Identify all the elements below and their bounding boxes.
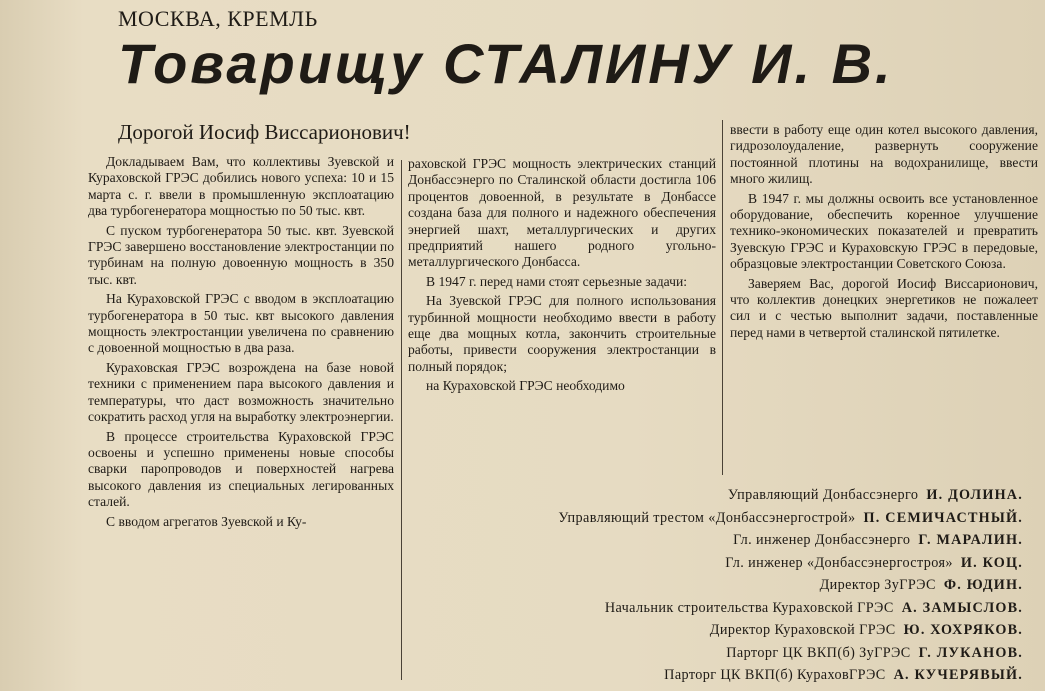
signatory-name: И. КОЦ. bbox=[960, 554, 1023, 571]
signature-line bbox=[403, 552, 1023, 575]
paragraph: С пуском турбогенератора 50 тыс. квт. Зуевской ГРЭС завершено восстановление электростанции по турбинам на полную довоенную мощность в 350 тыс. квт. bbox=[88, 222, 394, 287]
signatory-name: П. СЕМИЧАСТНЫЙ. bbox=[863, 509, 1023, 526]
signatory-name: А. ЗАМЫСЛОВ. bbox=[901, 599, 1023, 616]
signature-line bbox=[403, 597, 1023, 620]
paragraph: С вводом агрегатов Зуевской и Ку- bbox=[106, 513, 307, 529]
signature-line bbox=[403, 642, 1023, 665]
salutation: Дорогой Иосиф Виссарионович! bbox=[118, 120, 411, 144]
letter-column-2 bbox=[408, 156, 716, 395]
signature-block bbox=[403, 484, 1023, 687]
paragraph: В 1947 г. перед нами стоят серьезные задачи: bbox=[426, 273, 688, 289]
paragraph: раховской ГРЭС мощность электрических станций Донбассэнерго по Сталинской области достигла 106 процентов довоенной, в результате в Донбассе создана база для полного и надежного обеспечения энергией шахт, металлургических и других предприятий нашего родного угольно-металлургического Донбасса. bbox=[408, 156, 716, 270]
column-divider bbox=[401, 160, 402, 680]
signatory-name: А. КУЧЕРЯВЫЙ. bbox=[893, 667, 1023, 683]
signatory-title: Парторг ЦК ВКП(б) КураховГРЭС bbox=[664, 667, 886, 683]
signatory-title: Директор Кураховской ГРЭС bbox=[709, 622, 896, 638]
paragraph: ввести в работу еще один котел высокого давления, гидрозолоудаление, развернуть сооружение постоянной плотины на водохранилище, ввести много жилищ. bbox=[730, 122, 1038, 187]
signature-line bbox=[403, 484, 1023, 507]
letter-column-3 bbox=[730, 122, 1038, 341]
signatory-name: Ф. ЮДИН. bbox=[943, 577, 1023, 593]
paragraph: Заверяем Вас, дорогой Иосиф Виссарионович, что коллектив донецких энергетиков не пожалеет сил и с честью выполнит задачи, поставленные перед нами в четвертой сталинской пятилетке. bbox=[730, 275, 1038, 340]
signature-line bbox=[403, 574, 1023, 597]
signatory-name: И. ДОЛИНА. bbox=[926, 487, 1023, 503]
paragraph: В процессе строительства Кураховской ГРЭС освоены и успешно применены новые способы сварки паропроводов и поверхностей нагрева высокого давления из специальных легированных сталей. bbox=[88, 428, 394, 510]
signatory-title: Директор ЗуГРЭС bbox=[819, 577, 936, 593]
dateline: МОСКВА, КРЕМЛЬ bbox=[118, 6, 318, 31]
letter-column-1 bbox=[88, 154, 394, 530]
paragraph: На Кураховской ГРЭС с вводом в эксплоатацию турбогенератора в 50 тыс. квт высокого давления мощность электростанции увеличена по сравнению с довоенной мощностью в два раза. bbox=[88, 291, 394, 356]
signature-line bbox=[403, 507, 1023, 530]
paragraph: Докладываем Вам, что коллективы Зуевской и Кураховской ГРЭС добились нового успеха: 10 и 15 марта с. г. ввели в промышленную эксплоатацию два турбогенератора мощностью по 50 тыс. квт. bbox=[88, 154, 394, 219]
paragraph: на Кураховской ГРЭС необходимо bbox=[426, 378, 625, 394]
signatory-title: Начальник строительства Кураховской ГРЭС bbox=[604, 599, 894, 616]
signatory-title: Управляющий трестом «Донбассэнергострой» bbox=[558, 509, 856, 526]
signatory-title: Гл. инженер «Донбассэнергостроя» bbox=[725, 554, 953, 571]
signatory-title: Гл. инженер Донбассэнерго bbox=[733, 532, 911, 548]
signatory-name: Ю. ХОХРЯКОВ. bbox=[903, 622, 1023, 638]
signatory-name: Г. ЛУКАНОВ. bbox=[918, 644, 1023, 661]
signatory-name: Г. МАРАЛИН. bbox=[918, 532, 1023, 548]
signature-line bbox=[403, 529, 1023, 552]
paragraph: Кураховская ГРЭС возрождена на базе новой техники с применением пара высокого давления и температуры, что даст возможность значительно сократить расход угля на выработку электроэнергии. bbox=[88, 359, 394, 425]
column-divider bbox=[722, 120, 723, 475]
paragraph: В 1947 г. мы должны освоить все установленное оборудование, обеспечить коренное улучшение технико-экономических показателей и превратить Зуевскую ГРЭС и Кураховскую ГРЭС в передовые, образцовые электростанции Советского Союза. bbox=[730, 190, 1038, 272]
signature-line bbox=[403, 619, 1023, 642]
signatory-title: Управляющий Донбассэнерго bbox=[727, 487, 919, 503]
paragraph: На Зуевской ГРЭС для полного использования турбинной мощности необходимо ввести в работу еще два мощных котла, закончить строительные работы, привести сооружения электростанции в полный порядок; bbox=[408, 293, 716, 374]
signature-line bbox=[403, 664, 1023, 687]
headline: Товарищу СТАЛИНУ И. В. bbox=[118, 32, 894, 95]
signatory-title: Парторг ЦК ВКП(б) ЗуГРЭС bbox=[726, 644, 911, 661]
